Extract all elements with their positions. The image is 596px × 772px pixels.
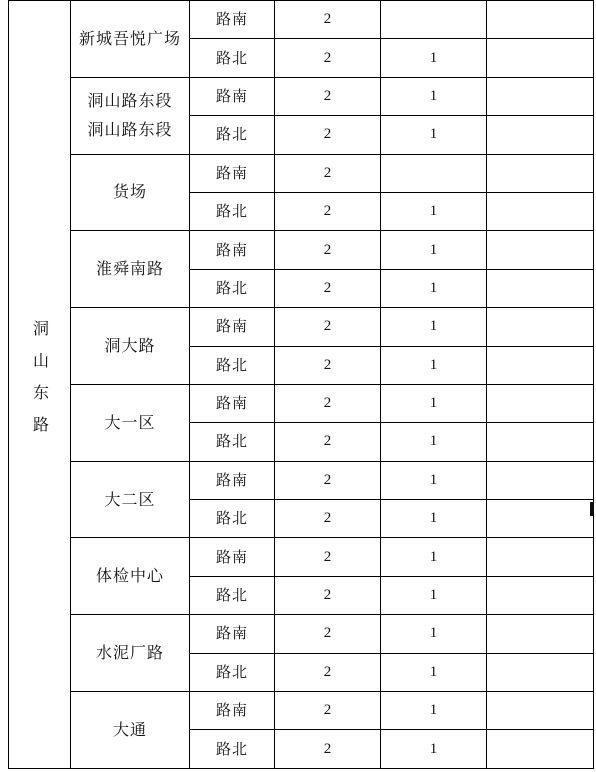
table-row <box>9 231 594 269</box>
table-row <box>9 1 594 39</box>
table-row <box>9 538 594 576</box>
side-cell: 路北 <box>190 116 275 154</box>
value-cell: 1 <box>381 346 487 384</box>
road-name-cell: 洞山东路 <box>9 1 71 769</box>
side-cell: 路北 <box>190 730 275 768</box>
value-cell: 2 <box>275 653 381 691</box>
location-cell: 货场 <box>71 154 190 231</box>
value-cell: 2 <box>275 192 381 230</box>
table-row <box>9 77 594 115</box>
value-cell <box>381 1 487 39</box>
side-cell: 路北 <box>190 423 275 461</box>
value-cell: 1 <box>381 116 487 154</box>
value-cell: 1 <box>381 576 487 614</box>
location-cell <box>71 77 190 154</box>
value-cell <box>487 423 594 461</box>
value-cell <box>487 384 594 422</box>
location-label: 洞山路东段 <box>87 91 173 111</box>
value-cell <box>487 192 594 230</box>
value-cell: 2 <box>275 461 381 499</box>
location-label: 洞山路东段 <box>87 120 173 140</box>
value-cell <box>487 576 594 614</box>
table-row <box>9 154 594 192</box>
value-cell: 2 <box>275 154 381 192</box>
page-edge-mark <box>590 502 594 516</box>
location-cell: 体检中心 <box>71 538 190 615</box>
location-cell: 大通 <box>71 692 190 769</box>
location-cell: 大二区 <box>71 461 190 538</box>
side-cell: 路北 <box>190 500 275 538</box>
value-cell: 2 <box>275 423 381 461</box>
value-cell <box>487 231 594 269</box>
location-cell: 淮舜南路 <box>71 231 190 308</box>
value-cell: 1 <box>381 77 487 115</box>
location-cell: 洞大路 <box>71 308 190 385</box>
value-cell: 1 <box>381 269 487 307</box>
value-cell <box>487 1 594 39</box>
side-cell: 路北 <box>190 346 275 384</box>
value-cell <box>487 39 594 77</box>
value-cell <box>487 538 594 576</box>
value-cell: 1 <box>381 653 487 691</box>
value-cell: 1 <box>381 308 487 346</box>
value-cell <box>487 730 594 768</box>
side-cell: 路南 <box>190 615 275 653</box>
value-cell <box>487 461 594 499</box>
value-cell <box>487 154 594 192</box>
value-cell: 2 <box>275 308 381 346</box>
value-cell <box>487 653 594 691</box>
value-cell: 2 <box>275 576 381 614</box>
value-cell: 2 <box>275 538 381 576</box>
side-cell: 路南 <box>190 231 275 269</box>
side-cell: 路北 <box>190 192 275 230</box>
value-cell: 2 <box>275 500 381 538</box>
value-cell: 2 <box>275 346 381 384</box>
value-cell: 2 <box>275 615 381 653</box>
value-cell: 2 <box>275 384 381 422</box>
value-cell: 1 <box>381 461 487 499</box>
value-cell: 1 <box>381 730 487 768</box>
side-cell: 路南 <box>190 461 275 499</box>
location-cell: 水泥厂路 <box>71 615 190 692</box>
value-cell: 1 <box>381 692 487 730</box>
side-cell: 路南 <box>190 692 275 730</box>
value-cell: 2 <box>275 77 381 115</box>
value-cell <box>487 500 594 538</box>
side-cell: 路南 <box>190 154 275 192</box>
value-cell: 1 <box>381 538 487 576</box>
value-cell <box>487 692 594 730</box>
value-cell: 2 <box>275 730 381 768</box>
value-cell: 2 <box>275 116 381 154</box>
value-cell <box>487 308 594 346</box>
table-row <box>9 615 594 653</box>
table-row <box>9 308 594 346</box>
value-cell: 1 <box>381 423 487 461</box>
value-cell <box>487 615 594 653</box>
side-cell: 路北 <box>190 39 275 77</box>
value-cell: 1 <box>381 192 487 230</box>
value-cell: 1 <box>381 615 487 653</box>
value-cell <box>487 269 594 307</box>
side-cell: 路北 <box>190 576 275 614</box>
table-row <box>9 384 594 422</box>
location-cell: 新城吾悦广场 <box>71 1 190 78</box>
value-cell <box>487 116 594 154</box>
value-cell: 2 <box>275 269 381 307</box>
side-cell: 路北 <box>190 653 275 691</box>
value-cell: 2 <box>275 39 381 77</box>
side-cell: 路北 <box>190 269 275 307</box>
side-cell: 路南 <box>190 77 275 115</box>
side-cell: 路南 <box>190 538 275 576</box>
location-cell: 大一区 <box>71 384 190 461</box>
value-cell <box>487 77 594 115</box>
document-table <box>8 0 594 769</box>
side-cell: 路南 <box>190 308 275 346</box>
value-cell: 1 <box>381 231 487 269</box>
value-cell: 2 <box>275 1 381 39</box>
value-cell: 1 <box>381 384 487 422</box>
side-cell: 路南 <box>190 384 275 422</box>
value-cell: 2 <box>275 231 381 269</box>
value-cell: 1 <box>381 39 487 77</box>
value-cell: 1 <box>381 500 487 538</box>
value-cell: 2 <box>275 692 381 730</box>
value-cell <box>487 346 594 384</box>
table-row <box>9 692 594 730</box>
value-cell <box>381 154 487 192</box>
table-row <box>9 461 594 499</box>
side-cell: 路南 <box>190 1 275 39</box>
